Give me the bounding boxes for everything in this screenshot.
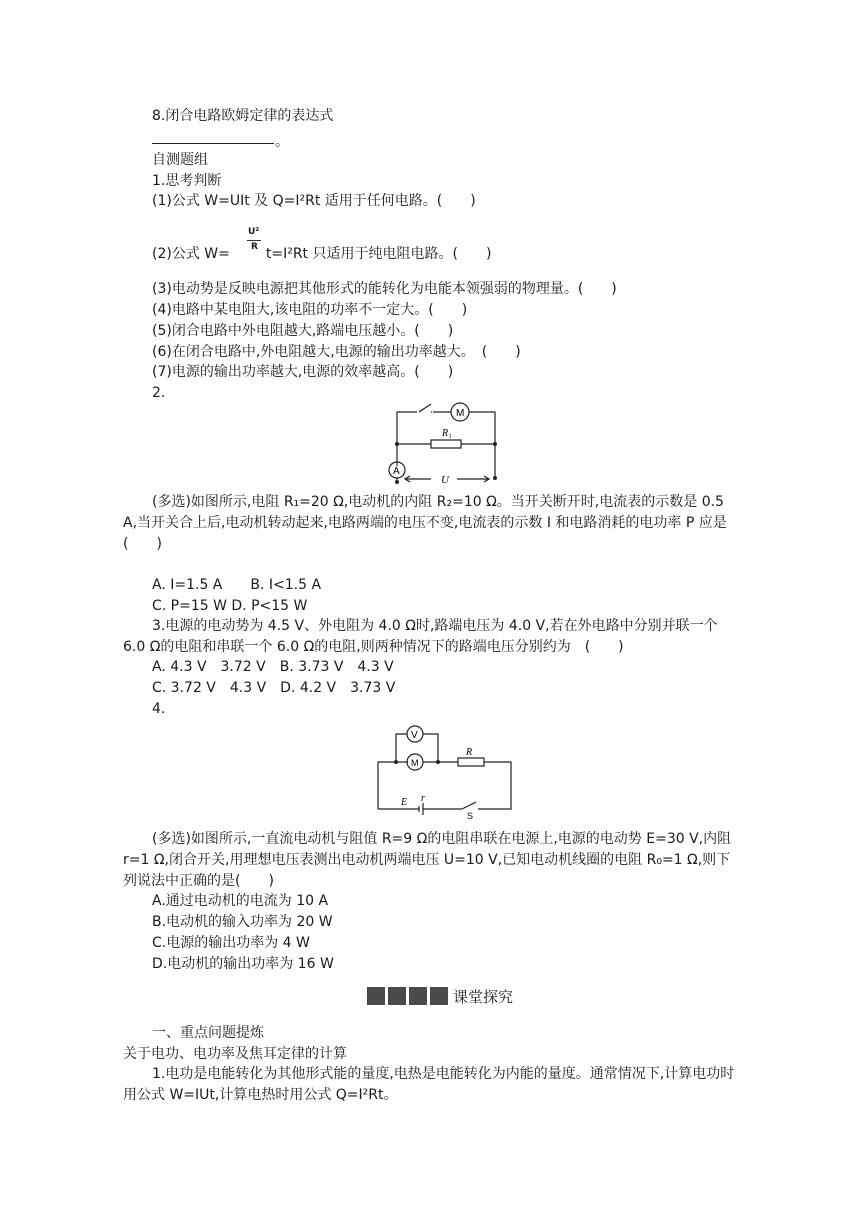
question-3-options-1: A. 4.3 V 3.72 V B. 3.73 V 4.3 V [152,659,394,675]
judgement-7: (7)电源的输出功率越大,电源的效率越高。( ) [152,364,454,380]
paragraph-1-body: 1.电功是电能转化为其他形式能的量度,电热是电能转化为内能的量度。通常情况下,计算电功时用公式 W=IUt,计算电热时用公式 Q=I²Rt。 [123,1066,735,1103]
judgement-1: (1)公式 W=UIt 及 Q=I²Rt 适用于任何电路。( ) [152,193,476,209]
motor-symbol-2: M [411,758,419,768]
answer-blank [152,143,274,144]
voltmeter-symbol: V [411,730,418,741]
question-4-text [123,829,737,892]
circuit-figure-2 [385,398,505,493]
ammeter-symbol: A [393,466,400,477]
subheading-1: 一、重点问题提炼 [152,1025,264,1041]
question-4-option-a: A.通过电动机的电流为 10 A [152,893,329,909]
switch-label: S [467,811,474,821]
question-3-text [123,616,737,658]
judgement-2-suffix: t=I²Rt 只适用于纯电阻电路。( ) [265,246,492,262]
fraction-denominator: R [251,242,258,252]
section-block [367,987,385,1005]
fraction-bar [247,240,261,241]
question-8: 8.闭合电路欧姆定律的表达式 [152,108,334,124]
internal-resistance-label: r [421,793,425,804]
question-2-number: 2. [152,385,166,401]
period: 。 [275,134,289,150]
voltage-label: U [441,474,449,486]
section-block [388,987,406,1005]
subheading-2: 关于电功、电功率及焦耳定律的计算 [123,1046,347,1062]
judgement-5: (5)闭合电路中外电阻越大,路端电压越小。( ) [152,323,454,339]
question-2-options-2: C. P=15 W D. P<15 W [152,598,308,614]
question-4-option-c: C.电源的输出功率为 4 W [152,935,310,951]
question-4-option-d: D.电动机的输出功率为 16 W [152,956,334,972]
motor-symbol: M [456,408,465,419]
question-4-option-b: B.电动机的输入功率为 20 W [152,914,333,930]
resistor-label-2: R [466,747,473,758]
section-header [367,986,513,1006]
question-2-body: (多选)如图所示,电阻 R₁=20 Ω,电动机的内阻 R₂=10 Ω。当开关断开时,电流表的示数是 0.5 A,当开关合上后,电动机转动起来,电路两端的电压不变,电流表的示数 I 和电路消耗的电功率 P 应是( ) [123,494,727,552]
circuit-figure-4 [370,720,520,822]
judgement-2 [152,244,491,264]
question-4-body: (多选)如图所示,一直流电动机与阻值 R=9 Ω的电阻串联在电源上,电源的电动势 E=30 V,内阻 r=1 Ω,闭合开关,用理想电压表测出电动机两端电压 U=10 V,已知电动机线圈的电阻 R₀=1 Ω,则下列说法中正确的是( ) [123,831,732,889]
group-title: 自测题组 [152,152,208,168]
emf-label: E [401,797,408,808]
fraction-numerator: U² [248,227,260,237]
section-title: 课堂探究 [453,987,514,1006]
question-2-text [123,492,737,555]
question-2-options-1: A. I=1.5 A B. I<1.5 A [152,577,322,593]
section-block [430,987,448,1005]
question-1-title: 1.思考判断 [152,173,222,189]
question-3-options-2: C. 3.72 V 4.3 V D. 4.2 V 3.73 V [152,680,396,696]
judgement-6: (6)在闭合电路中,外电阻越大,电源的输出功率越大。 ( ) [152,344,521,360]
question-3-body: 3.电源的电动势为 4.5 V、外电阻为 4.0 Ω时,路端电压为 4.0 V,若在外电路中分别并联一个 6.0 Ω的电阻和串联一个 6.0 Ω的电阻,则两种情况下的路端电压分别约为 ( ) [123,618,718,655]
paragraph-1 [123,1064,737,1106]
question-4-number: 4. [152,701,166,717]
judgement-2-prefix: (2)公式 W= [152,246,230,262]
judgement-4: (4)电路中某电阻大,该电阻的功率不一定大。( ) [152,302,468,318]
section-block [409,987,427,1005]
resistor-label: R₁ [442,428,452,439]
judgement-3: (3)电动势是反映电源把其他形式的能转化为电能本领强弱的物理量。( ) [152,281,617,297]
